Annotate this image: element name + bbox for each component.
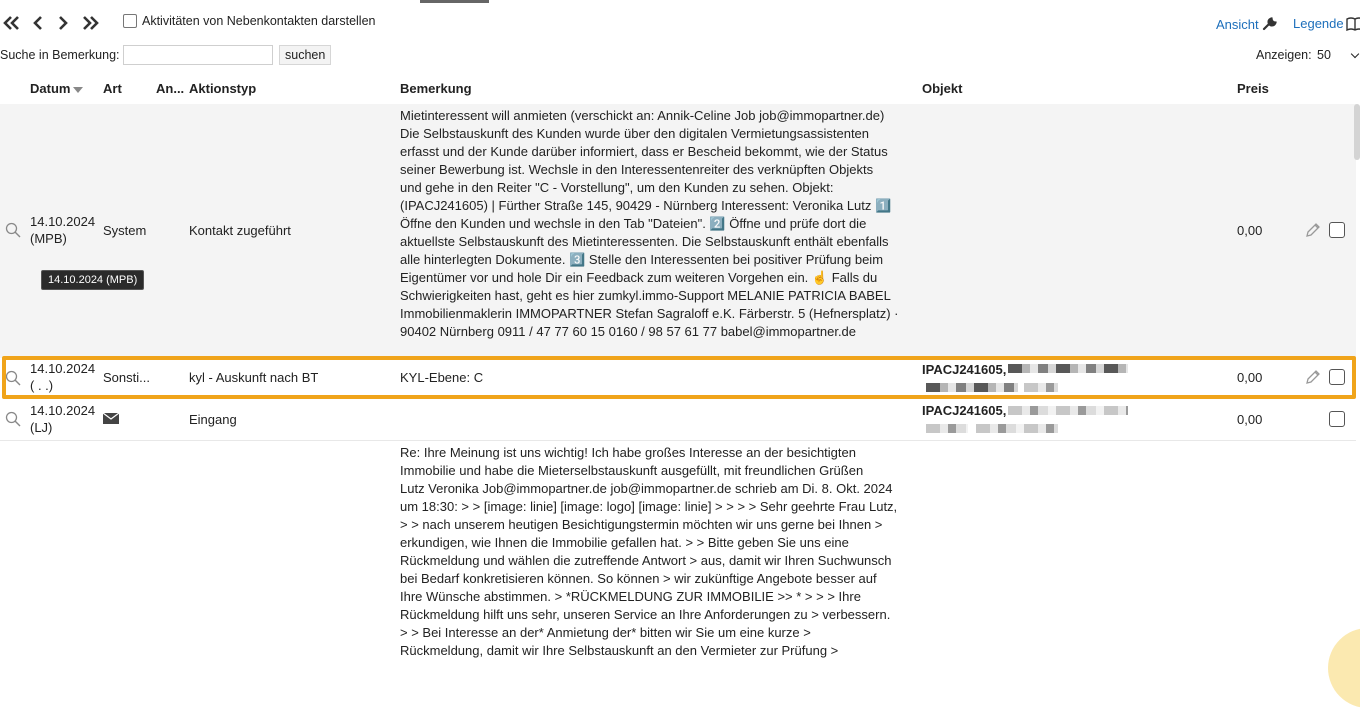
subcontacts-label: Aktivitäten von Nebenkontakten darstellen xyxy=(142,14,376,28)
activity-date: 14.10.2024 (MPB) xyxy=(30,214,96,246)
activity-remark: KYL-Ebene: C xyxy=(400,370,484,385)
sort-descending-icon xyxy=(73,87,83,93)
redacted-object-address xyxy=(1008,406,1128,415)
page-size-label: Anzeigen: xyxy=(1256,48,1312,62)
redacted-object-address xyxy=(1024,383,1058,392)
active-tab-indicator xyxy=(420,0,489,3)
activity-date: 14.10.2024 (LJ) xyxy=(30,403,96,435)
column-header-an[interactable]: An... xyxy=(156,81,185,96)
search-bar xyxy=(0,44,1360,68)
activity-remark: Re: Ihre Meinung ist uns wichtig! Ich habe großes Interesse an der besichtigten Immobilie und habe die Mieterselbstauskunft ausgefüllt, mit freundlichen Grüßen Lutz Veronika Job@immopartner.de job@immopartner.de schrieb am Di. 8. Okt. 2024 um 18:30: > > [image: linie] [image: logo] [image: linie] > > > > Sehr geehrte Frau Lutz, > > nach unserem heutigen Besichtigungstermin möchten wir uns gerne bei Ihnen > erkundigen, wie Ihnen die Immobilie gefallen hat. > > Bitte geben Sie uns eine Rückmeldung und wählen die zutreffende Antwort > aus, damit wir Ihren Suchwunsch bei Bedarf konkretisieren können. So können > wir zukünftige Angebote besser auf Ihre Wünsche abstimmen. > *RÜCKMELDUNG ZUR IMMOBILIE >> * > > > Ihre Rückmeldung hilft uns sehr, unseren Service an Ihre Anforderungen zu > verbessern. > > Bei Interesse an der* Anmietung der* bitten wir Sie um eine kurze > Rückmeldung, damit wir Ihre Selbstauskunft an den Vermieter zur Prüfung > xyxy=(400,445,898,658)
search-icon[interactable] xyxy=(5,411,21,427)
envelope-icon xyxy=(103,413,119,424)
price-value: 0,00 xyxy=(1237,370,1263,385)
search-icon[interactable] xyxy=(5,222,21,238)
action-type: Eingang xyxy=(189,412,237,427)
wrench-icon xyxy=(1262,16,1278,32)
object-reference[interactable]: IPACJ241605, xyxy=(922,362,1007,377)
search-button[interactable]: suchen xyxy=(279,45,331,65)
redacted-object-address xyxy=(976,424,1058,433)
object-reference[interactable]: IPACJ241605, xyxy=(922,403,1007,418)
table-row[interactable] xyxy=(0,104,1356,358)
column-header-preis[interactable]: Preis xyxy=(1237,81,1269,96)
activity-remark: Mietinteressent will anmieten (verschickt an: Annik-Celine Job job@immopartner.de) Die Selbstauskunft des Kunden wurde über den digitalen Vermietungsassistenten erfasst und der Kunde darüber informiert, dass er Bescheid bekommt, wie der Status seiner Bewerbung ist. Wechsle in den Interessentenreiter des verknüpften Objekts und gehe in den Reiter "C - Vorstellung", um den Kunden zu sehen. Objekt: (IPACJ241605) | Fürther Straße 145, 90429 - Nürnberg Interessent: Veronika Lutz 1️⃣ Öffne den Kunden und wechsle in den Tab "Dateien". 2️⃣ Öffne und prüfe dort die aktuellste Selbstauskunft des Mietinteressenten. Die Selbstauskunft enthält ebenfalls alle hinterlegten Dokumente. 3️⃣ Stelle den Interessenten bei positiver Prüfung beim Eigentümer vor und hole Dir ein Feedback zum weiteren Vorgehen ein. ☝️ Falls du Schwierigkeiten hast, geht es hier zumkyl.immo-Support MELANIE PATRICIA BABEL Immobilienmaklerin IMMOPARTNER Stefan Sagraloff e.K. Färberstr. 5 (Hefnersplatz) · 90402 Nürnberg 0911 / 47 77 60 15 0160 / 98 57 61 77 babel@immopartner.de xyxy=(400,108,899,339)
previous-page-icon[interactable] xyxy=(28,14,48,32)
book-icon xyxy=(1346,17,1360,31)
table-header xyxy=(0,78,1360,100)
column-header-datum[interactable]: Datum xyxy=(30,81,83,96)
redacted-object-address xyxy=(926,424,968,433)
redacted-object-address xyxy=(926,383,1018,392)
activity-type: System xyxy=(103,223,147,238)
scrollbar-thumb[interactable] xyxy=(1354,104,1360,160)
table-row[interactable] xyxy=(0,360,1356,396)
search-input[interactable] xyxy=(123,45,273,65)
first-page-icon[interactable] xyxy=(2,14,22,32)
action-type: kyl - Auskunft nach BT xyxy=(189,370,319,385)
row-checkbox[interactable] xyxy=(1329,369,1345,385)
row-checkbox[interactable] xyxy=(1329,222,1345,238)
redacted-object-address xyxy=(1008,364,1128,373)
legend-label: Legende xyxy=(1293,16,1344,31)
table-row[interactable] xyxy=(0,440,1356,660)
column-header-bemerkung[interactable]: Bemerkung xyxy=(400,81,472,96)
date-tooltip: 14.10.2024 (MPB) xyxy=(41,270,144,290)
last-page-icon[interactable] xyxy=(80,14,100,32)
view-link[interactable] xyxy=(1216,16,1278,32)
row-checkbox[interactable] xyxy=(1329,411,1345,427)
subcontacts-checkbox[interactable] xyxy=(123,14,137,28)
edit-pencil-icon[interactable] xyxy=(1304,369,1321,386)
legend-link[interactable] xyxy=(1293,16,1360,31)
column-header-objekt[interactable]: Objekt xyxy=(922,81,963,96)
action-type: Kontakt zugeführt xyxy=(189,223,291,238)
column-header-aktionstyp[interactable]: Aktionstyp xyxy=(189,81,257,96)
subcontacts-toggle[interactable] xyxy=(123,14,375,28)
next-page-icon[interactable] xyxy=(53,14,73,32)
price-value: 0,00 xyxy=(1237,412,1263,427)
activity-type: Sonsti... xyxy=(103,370,150,385)
edit-pencil-icon[interactable] xyxy=(1304,222,1321,239)
table-row[interactable] xyxy=(0,400,1356,438)
page-size-select[interactable]: 50 xyxy=(1313,45,1360,65)
price-value: 0,00 xyxy=(1237,223,1263,238)
search-icon[interactable] xyxy=(5,370,21,386)
column-header-art[interactable]: Art xyxy=(103,81,122,96)
activity-date: 14.10.2024 ( . .) xyxy=(30,361,96,393)
view-label: Ansicht xyxy=(1216,16,1259,32)
toolbar xyxy=(0,4,1360,40)
search-label: Suche in Bemerkung: xyxy=(0,48,120,62)
